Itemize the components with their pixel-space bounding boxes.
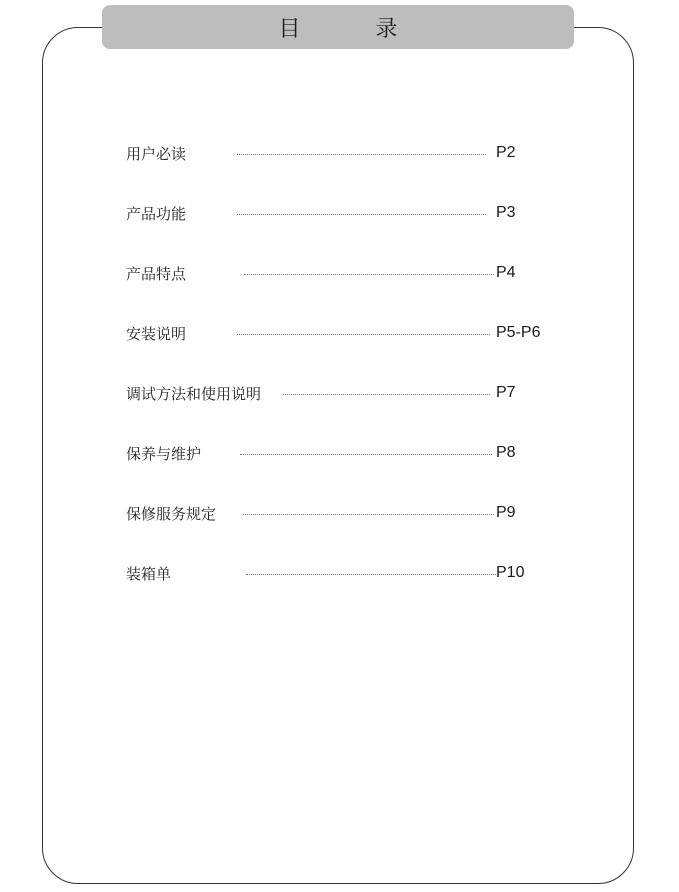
toc-entry-page: P10 <box>496 564 525 581</box>
toc-entry-page: P7 <box>496 384 516 401</box>
toc-entry-label: 装箱单 <box>126 565 172 583</box>
dotted-leader <box>237 154 486 155</box>
toc-entry-label: 调试方法和使用说明 <box>126 385 262 403</box>
dotted-leader <box>237 214 486 215</box>
toc-entry-label: 保养与维护 <box>126 445 202 463</box>
dotted-leader <box>244 274 494 275</box>
toc-entry-label: 安装说明 <box>126 325 187 343</box>
toc-entry-page: P9 <box>496 504 516 521</box>
page-title: 目 录 <box>278 16 432 42</box>
toc-entry-page: P5-P6 <box>496 324 541 341</box>
toc-entry-page: P4 <box>496 264 516 281</box>
dotted-leader <box>240 454 492 455</box>
toc-entry-page: P8 <box>496 444 516 461</box>
toc-entry-label: 用户必读 <box>126 145 187 163</box>
toc-entry-label: 产品功能 <box>126 205 187 223</box>
toc-entry-page: P3 <box>496 204 516 221</box>
dotted-leader <box>283 394 490 395</box>
toc-entry-page: P2 <box>496 144 516 161</box>
dotted-leader <box>246 574 496 575</box>
toc-entry-label: 保修服务规定 <box>126 505 217 523</box>
toc-entry-label: 产品特点 <box>126 265 187 283</box>
dotted-leader <box>243 514 494 515</box>
dotted-leader <box>237 334 490 335</box>
